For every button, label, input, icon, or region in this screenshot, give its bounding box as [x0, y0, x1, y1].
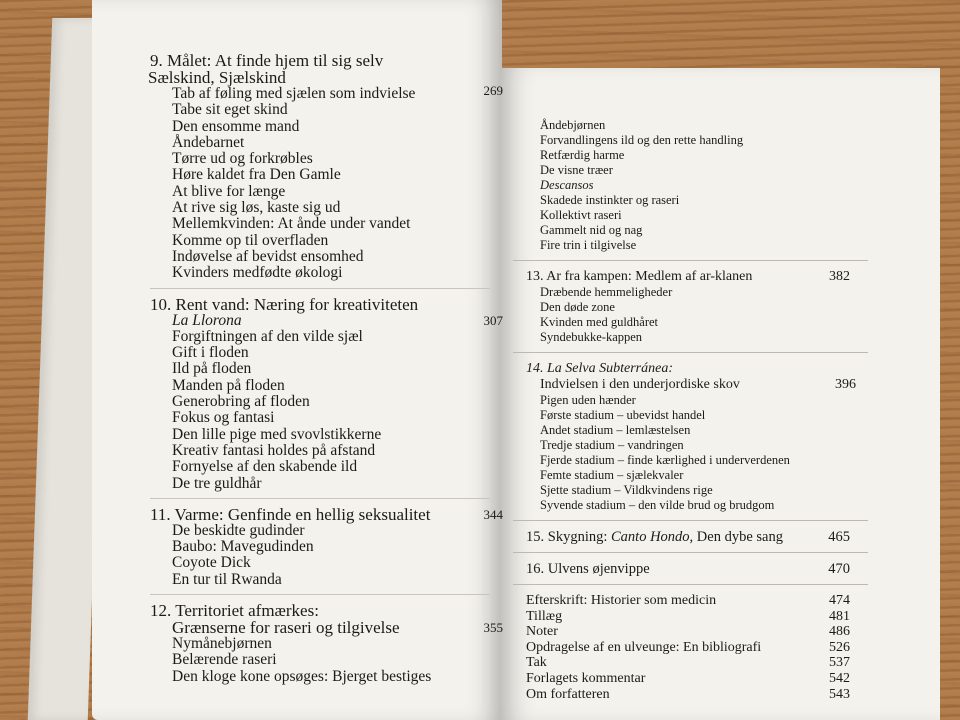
toc-entry: Mellemkvinden: At ånde under vandet	[172, 215, 411, 233]
page-number: 542	[829, 670, 850, 686]
end-matter	[513, 593, 868, 702]
toc-entry: Sjette stadium – Vildkvindens rige	[540, 483, 713, 497]
chapter-title: 11. Varme: Genfinde en hellig seksualitet 344	[150, 504, 503, 524]
toc-entry: Forlagets kommentar 542	[526, 670, 850, 686]
toc-entry: Tredje stadium – vandringen	[540, 438, 684, 452]
toc-entry: De tre guldhår	[172, 474, 262, 492]
toc-entry: Om forfatteren 543	[526, 686, 850, 702]
chapter-title: 16. Ulvens øjenvippe 470	[526, 561, 850, 577]
toc-entry: Retfærdig harme	[540, 148, 625, 162]
toc-entry: De beskidte gudinder	[172, 521, 305, 539]
page-number: 474	[829, 593, 850, 608]
toc-entry: Coyote Dick	[172, 554, 251, 572]
toc-entry: Fire trin i tilgivelse	[540, 238, 637, 252]
chapter-title: 10. Rent vand: Næring for kreativiteten	[150, 294, 419, 314]
chapter-subtitle: Sælskind, Sjælskind	[148, 68, 286, 87]
chapter-subtitle: La Llorona 307	[172, 311, 503, 329]
chapter-subtitle: Indvielsen i den underjordiske skov 396	[540, 377, 856, 392]
chapter-9	[148, 51, 503, 282]
toc-entry: At rive sig løs, kaste sig ud	[172, 199, 341, 217]
right-toc-column	[513, 118, 868, 702]
page-number: 470	[828, 561, 850, 577]
toc-entry: Den lille pige med svovlstikkerne	[172, 425, 382, 443]
page-number: 307	[483, 312, 503, 328]
toc-entry: Syndebukke-kappen	[540, 330, 643, 344]
toc-entry: Tab af føling med sjælen som indvielse 269	[172, 83, 503, 102]
chapter-12-continued	[513, 118, 868, 253]
toc-entry: Indøvelse af bevidst ensomhed	[172, 247, 364, 265]
page-number: 543	[829, 686, 850, 702]
toc-entry: Kreativ fantasi holdes på afstand	[172, 441, 376, 459]
divider	[513, 552, 868, 553]
chapter-title: 12. Territoriet afmærkes:	[150, 601, 319, 621]
toc-entry: En tur til Rwanda	[172, 570, 282, 588]
chapter-16	[513, 561, 868, 577]
toc-entry: Opdragelse af en ulveunge: En bibliografi 526	[526, 639, 850, 655]
divider	[150, 288, 490, 289]
chapter-13	[513, 269, 868, 345]
toc-entry: Andet stadium – lemlæstelsen	[540, 423, 691, 437]
toc-entry: Fornyelse af den skabende ild	[172, 458, 358, 476]
chapter-15	[513, 529, 868, 545]
toc-entry: Dræbende hemmeligheder	[540, 285, 673, 299]
toc-entry: De visne træer	[540, 163, 613, 177]
toc-entry: Gift i floden	[172, 344, 249, 362]
divider	[513, 352, 868, 353]
toc-entry: Nymånebjørnen	[172, 635, 272, 653]
page-number: 269	[483, 83, 503, 98]
chapter-subtitle: Grænserne for raseri og tilgivelse 355	[172, 618, 503, 638]
page-number: 486	[829, 624, 850, 640]
toc-entry: Tabe sit eget skind	[172, 101, 288, 119]
chapter-12	[150, 601, 503, 685]
toc-entry: Generobring af floden	[172, 393, 310, 411]
divider	[513, 260, 868, 261]
toc-entry: Fjerde stadium – finde kærlighed i underverdenen	[540, 453, 790, 467]
toc-entry: Den døde zone	[540, 300, 615, 314]
toc-entry: Baubo: Mavegudinden	[172, 538, 314, 556]
toc-entry: Kvinden med guldhåret	[540, 315, 659, 329]
toc-entry: Syvende stadium – den vilde brud og brudgom	[540, 498, 775, 512]
page-number: 355	[483, 620, 503, 636]
toc-entry: Manden på floden	[172, 376, 285, 394]
toc-entry: Tørre ud og forkrøbles	[172, 150, 313, 168]
divider	[150, 594, 490, 595]
toc-entry: Skadede instinkter og raseri	[540, 193, 680, 207]
page-number: 537	[829, 655, 850, 671]
chapter-14	[513, 361, 868, 513]
toc-entry: Den ensomme mand	[172, 117, 300, 135]
toc-entry: Komme op til overfladen	[172, 231, 329, 249]
divider	[150, 498, 490, 499]
toc-entry: Fokus og fantasi	[172, 409, 275, 427]
toc-entry: Forvandlingens ild og den rette handling	[540, 133, 744, 147]
divider	[513, 584, 868, 585]
toc-entry: Kvinders medfødte økologi	[172, 264, 343, 282]
left-toc-column	[148, 51, 503, 685]
toc-entry: Belærende raseri	[172, 651, 277, 669]
divider	[513, 520, 868, 521]
chapter-10	[150, 294, 503, 492]
toc-entry: Noter 486	[526, 624, 850, 640]
toc-entry: Åndebarnet	[172, 133, 245, 151]
page-number: 465	[828, 529, 850, 545]
toc-entry: Høre kaldet fra Den Gamle	[172, 166, 341, 184]
page-number: 526	[829, 639, 850, 655]
chapter-title: 13. Ar fra kampen: Medlem af ar-klanen 382	[526, 269, 850, 284]
toc-entry: Tillæg 481	[526, 608, 850, 624]
toc-entry: Kollektivt raseri	[540, 208, 622, 222]
toc-entry: Første stadium – ubevidst handel	[540, 408, 706, 422]
toc-entry: Descansos	[540, 178, 594, 192]
page-number: 344	[483, 506, 503, 522]
chapter-11	[150, 504, 503, 588]
toc-entry: Den kloge kone opsøges: Bjerget bestiges	[172, 667, 432, 685]
toc-entry: Åndebjørnen	[540, 118, 606, 132]
toc-entry: Efterskrift: Historier som medicin 474	[526, 593, 850, 608]
toc-entry: Ild på floden	[172, 360, 252, 378]
toc-entry: At blive for længe	[172, 182, 286, 200]
toc-entry: Tak 537	[526, 655, 850, 671]
toc-entry: Gammelt nid og nag	[540, 223, 643, 237]
page-number: 396	[835, 377, 856, 392]
page-number: 481	[829, 608, 850, 624]
page-number: 382	[829, 269, 850, 284]
toc-entry: Pigen uden hænder	[540, 393, 636, 407]
chapter-title: 15. Skygning: Canto Hondo, Den dybe sang 465	[526, 529, 850, 545]
toc-entry: Forgiftningen af den vilde sjæl	[172, 327, 363, 345]
toc-entry: Femte stadium – sjælekvaler	[540, 468, 684, 482]
chapter-title: 14. La Selva Subterránea:	[526, 361, 673, 376]
chapter-title: 9. Målet: At finde hjem til sig selv	[150, 51, 384, 70]
